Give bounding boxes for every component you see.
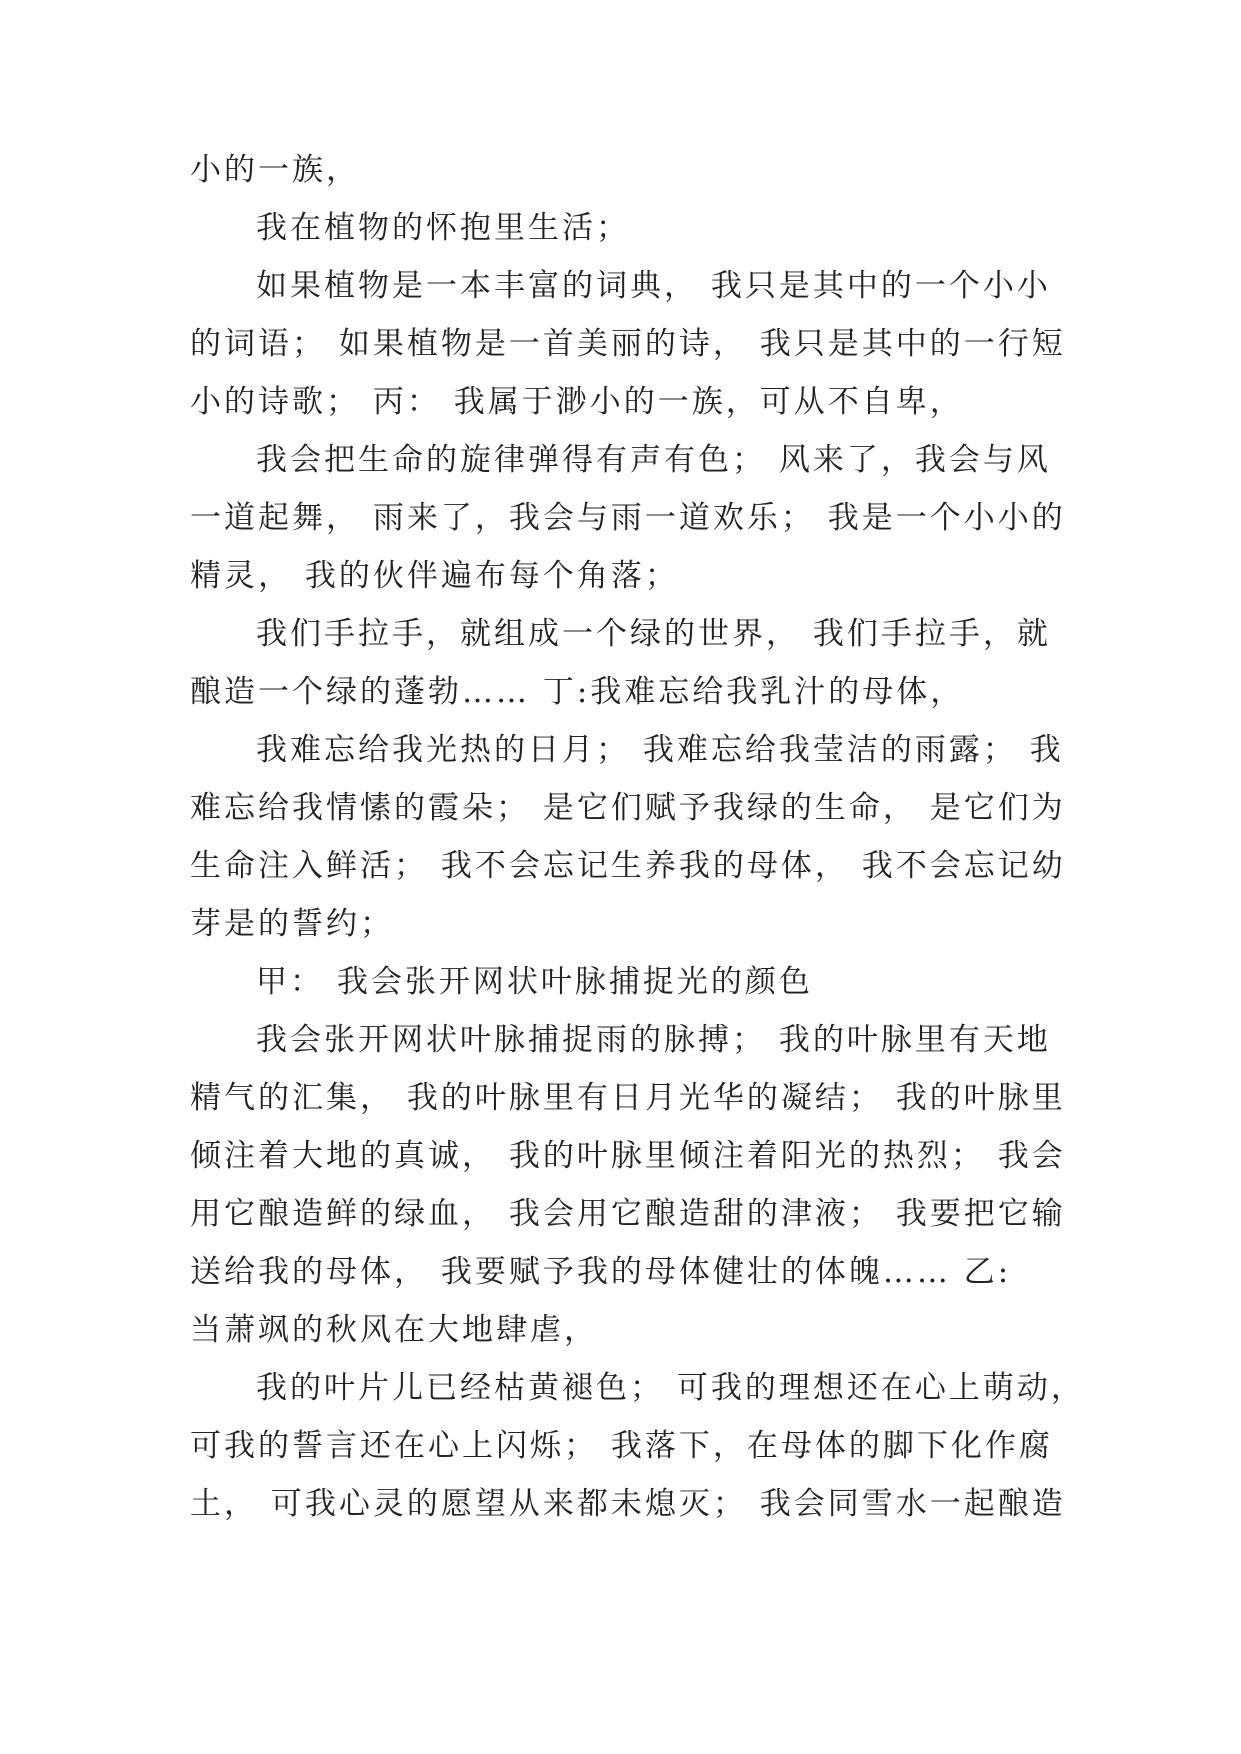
text-line: 生命注入鲜活； 我不会忘记生养我的母体， 我不会忘记幼: [190, 848, 1066, 884]
text-line: 我会把生命的旋律弹得有声有色； 风来了，我会与风: [256, 442, 1051, 478]
text-line: 用它酿造鲜的绿血， 我会用它酿造甜的津液； 我要把它输: [190, 1196, 1066, 1232]
text-line: 甲： 我会张开网状叶脉捕捉光的颜色: [256, 964, 813, 1000]
text-line: 土， 可我心灵的愿望从来都未熄灭； 我会同雪水一起酿造: [190, 1486, 1066, 1522]
text-line: 精灵， 我的伙伴遍布每个角落；: [190, 558, 679, 594]
text-line: 我们手拉手，就组成一个绿的世界， 我们手拉手，就: [256, 616, 1051, 652]
text-line: 送给我的母体， 我要赋予我的母体健壮的体魄…… 乙:: [190, 1254, 1012, 1290]
text-line: 可我的誓言还在心上闪烁； 我落下，在母体的脚下化作腐: [190, 1428, 1053, 1464]
text-line: 难忘给我情愫的霞朵； 是它们赋予我绿的生命， 是它们为: [190, 790, 1066, 826]
text-line: 芽是的誓约；: [190, 906, 394, 942]
text-line: 当萧飒的秋风在大地肆虐，: [190, 1312, 598, 1348]
text-line: 一道起舞， 雨来了，我会与雨一道欢乐； 我是一个小小的: [190, 500, 1066, 536]
text-line: 精气的汇集， 我的叶脉里有日月光华的凝结； 我的叶脉里: [190, 1080, 1066, 1116]
text-line: 小的一族，: [190, 152, 360, 188]
text-line: 我难忘给我光热的日月； 我难忘给我莹洁的雨露； 我: [256, 732, 1064, 768]
text-line: 我在植物的怀抱里生活；: [256, 210, 630, 246]
text-line: 的词语； 如果植物是一首美丽的诗， 我只是其中的一行短: [190, 326, 1066, 362]
text-line: 我的叶片儿已经枯黄褪色； 可我的理想还在心上萌动，: [256, 1370, 1085, 1406]
text-line: 倾注着大地的真诚， 我的叶脉里倾注着阳光的热烈； 我会: [190, 1138, 1066, 1174]
text-line: 我会张开网状叶脉捕捉雨的脉搏； 我的叶脉里有天地: [256, 1022, 1051, 1058]
text-line: 小的诗歌； 丙： 我属于渺小的一族，可从不自卑，: [190, 384, 964, 420]
text-line: 酿造一个绿的蓬勃…… 丁:我难忘给我乳汁的母体，: [190, 674, 965, 710]
text-line: 如果植物是一本丰富的词典， 我只是其中的一个小小: [256, 268, 1051, 304]
